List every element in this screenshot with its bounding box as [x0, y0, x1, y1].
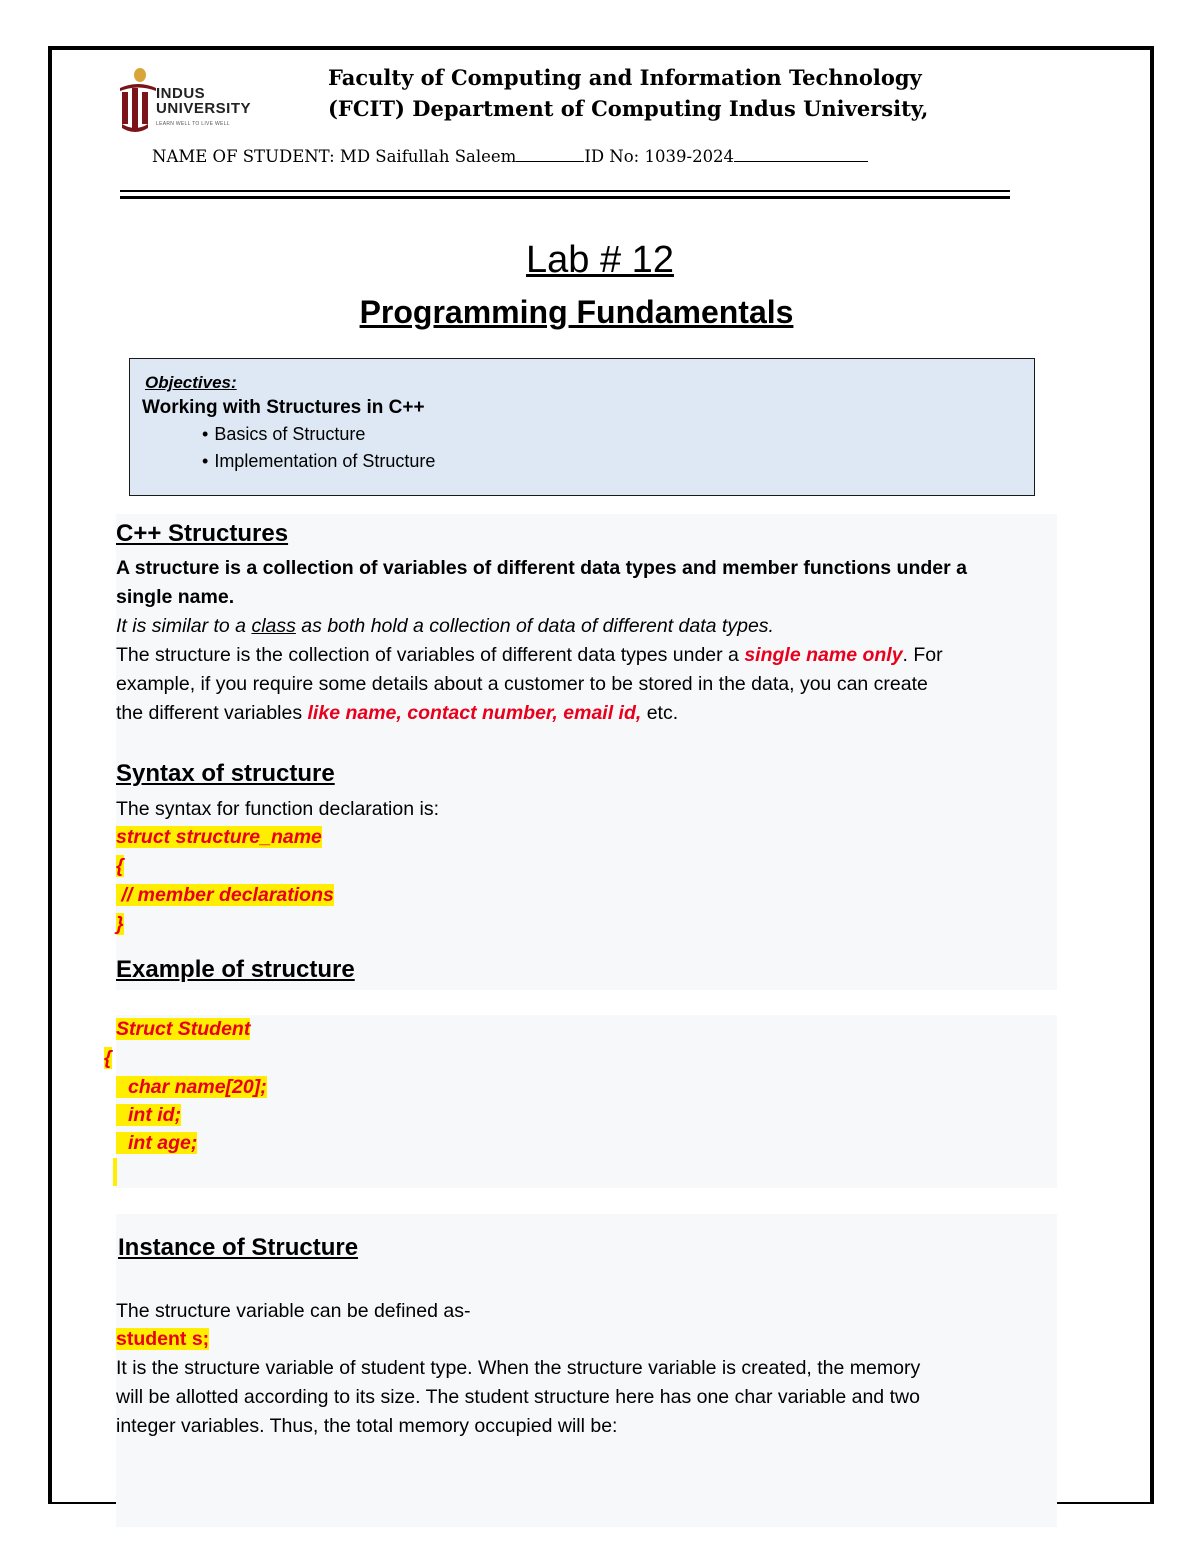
faculty-header — [328, 62, 1028, 124]
instance-code-text: student s; — [116, 1328, 210, 1350]
objectives-subheading: Working with Structures in C++ — [142, 397, 425, 418]
header-rule-thick — [120, 196, 1010, 199]
name-blank-line — [516, 143, 584, 162]
section-heading-syntax: Syntax of structure — [116, 760, 335, 787]
objective-item — [202, 451, 435, 472]
text-cursor — [113, 1158, 117, 1186]
objectives-heading: Objectives: — [145, 373, 237, 392]
faculty-title-line-2: (FCIT) Department of Computing Indus University, — [328, 96, 929, 121]
logo-line-2: UNIVERSITY — [156, 100, 252, 117]
example-code-line — [116, 1129, 197, 1158]
university-logo — [118, 66, 298, 136]
syntax-intro: The syntax for function declaration is: — [116, 798, 439, 820]
class-comparison-post: as both hold a collection of data of different data types. — [295, 615, 774, 637]
objective-item-label: Basics of Structure — [214, 424, 366, 444]
id-blank-line — [734, 143, 868, 162]
student-id-value: 1039-2024 — [644, 147, 735, 166]
example-code-text: { — [104, 1047, 112, 1069]
description-line-1-post: . For — [902, 644, 943, 666]
logo-emblem-icon — [118, 66, 158, 136]
section-heading-cpp-structures: C++ Structures — [116, 520, 289, 547]
example-code-text: int age; — [116, 1132, 197, 1154]
student-name-label: NAME OF STUDENT: — [152, 147, 335, 166]
example-code-line — [116, 1015, 250, 1044]
definition-line-2: single name. — [116, 586, 235, 608]
instance-line-2: will be allotted according to its size. The student structure here has one char variable and two — [116, 1386, 920, 1408]
example-code-line — [116, 1073, 267, 1102]
student-info-line — [152, 143, 1052, 166]
objectives-box — [129, 358, 1035, 496]
class-comparison-line — [116, 612, 774, 641]
logo-text — [156, 86, 251, 132]
objective-item — [202, 424, 365, 445]
header-rule-thin — [120, 190, 1010, 192]
objective-item-label: Implementation of Structure — [214, 451, 436, 471]
example-code-text: char name[20]; — [116, 1076, 267, 1098]
course-title: Programming Fundamentals — [359, 294, 794, 330]
syntax-code-text: } — [116, 913, 124, 935]
faculty-title-line-1: Faculty of Computing and Information Technology — [328, 65, 922, 90]
description-line-3-post: etc. — [641, 702, 679, 724]
definition-line-1: A structure is a collection of variables of different data types and member functions under a — [116, 557, 967, 579]
class-link[interactable]: class — [251, 615, 296, 637]
syntax-code-line — [116, 881, 334, 910]
logo-tagline: LEARN WELL TO LIVE WELL — [156, 121, 230, 127]
description-line-1-emphasis: single name only — [744, 644, 903, 666]
syntax-code-text: struct structure_name — [116, 826, 322, 848]
description-line-1-pre: The structure is the collection of variables of different data types under a — [116, 644, 745, 666]
section-heading-example: Example of structure — [116, 956, 355, 983]
example-code-text: Struct Student — [116, 1018, 251, 1040]
class-comparison-pre: It is similar to a — [116, 615, 252, 637]
description-line-3-pre: the different variables — [116, 702, 308, 724]
lab-title: Lab # 12 — [526, 239, 674, 281]
section-heading-instance: Instance of Structure — [118, 1234, 359, 1261]
example-code-text: int id; — [116, 1104, 181, 1126]
logo-line-1: INDUS — [156, 85, 206, 102]
description-line-3 — [116, 699, 678, 728]
description-line-1 — [116, 641, 943, 670]
bullet-icon: • — [202, 424, 209, 444]
example-code-line — [116, 1101, 181, 1130]
syntax-code-text: { — [116, 855, 124, 877]
bullet-icon: • — [202, 451, 209, 471]
example-code-line — [104, 1044, 112, 1073]
syntax-code-text: // member declarations — [116, 884, 334, 906]
instance-line-3: integer variables. Thus, the total memory occupied will be: — [116, 1415, 618, 1437]
instance-intro: The structure variable can be defined as- — [116, 1300, 471, 1322]
syntax-code-line — [116, 910, 124, 939]
description-line-3-emphasis: like name, contact number, email id, — [307, 702, 642, 724]
student-name-value: MD Saifullah Saleem — [339, 147, 517, 166]
content-panel-1 — [116, 514, 1057, 990]
instance-code-line — [116, 1325, 209, 1354]
description-line-2: example, if you require some details about a customer to be stored in the data, you can create — [116, 673, 928, 695]
student-id-label: ID No: — [584, 147, 640, 166]
instance-line-1: It is the structure variable of student type. When the structure variable is created, the memory — [116, 1357, 921, 1379]
syntax-code-line — [116, 852, 124, 881]
syntax-code-line — [116, 823, 322, 852]
